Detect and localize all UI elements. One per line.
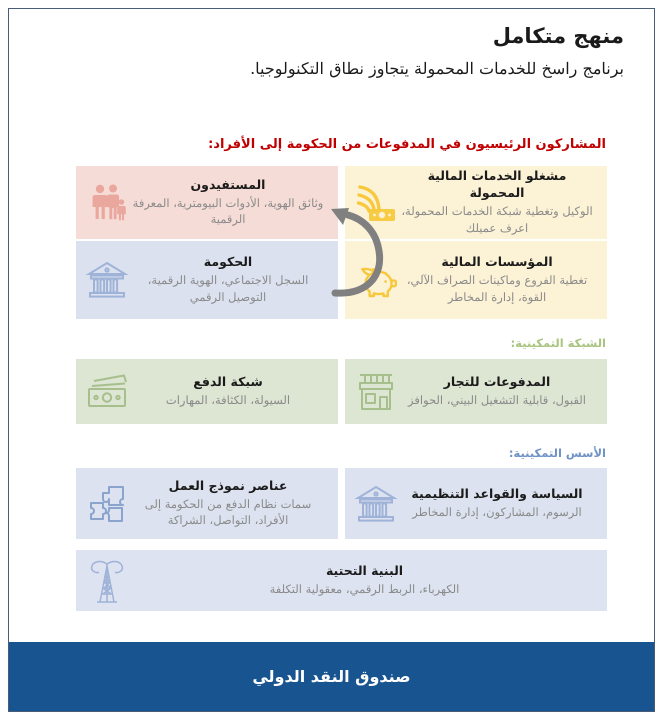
card-government-text bbox=[132, 254, 328, 305]
government-building-icon bbox=[353, 481, 399, 527]
family-icon bbox=[84, 180, 130, 226]
section-heading-enabling-foundations: الأسس التمكينية: bbox=[508, 446, 606, 460]
card-mobile-money-operators-title: مشغلو الخدمات المالية المحمولة bbox=[427, 168, 567, 201]
card-merchant-payments-text bbox=[401, 374, 597, 409]
card-beneficiaries-title: المستفيدون bbox=[190, 176, 266, 192]
card-infrastructure-title: البنية التحتية bbox=[325, 563, 404, 579]
card-policy-regulation-text bbox=[401, 486, 597, 521]
puzzle-pieces-icon bbox=[84, 481, 130, 527]
government-building-icon bbox=[84, 257, 130, 303]
card-merchant-payments-subtitle: القبول، قابلية التشغيل البيني، الحوافز bbox=[408, 393, 586, 408]
slide-header bbox=[39, 23, 624, 80]
imf-organization-label: صندوق النقد الدولي bbox=[252, 667, 411, 686]
card-business-model-title: عناصر نموذج العمل bbox=[168, 477, 288, 493]
card-payment-network-text bbox=[132, 374, 328, 409]
piggy-bank-icon bbox=[353, 257, 399, 303]
slide-canvas bbox=[8, 8, 655, 712]
imf-footer-banner bbox=[9, 642, 654, 711]
card-mobile-money-operators[interactable] bbox=[345, 166, 607, 239]
page-subtitle: برنامج راسخ للخدمات المحمولة يتجاوز نطاق التكنولوجيا. bbox=[250, 59, 624, 79]
card-financial-institutions-title: المؤسسات المالية bbox=[441, 254, 553, 270]
mobile-money-icon bbox=[353, 180, 399, 226]
card-payment-network-title: شبكة الدفع bbox=[193, 374, 263, 390]
card-payment-network-subtitle: السيولة، الكثافة، المهارات bbox=[165, 393, 291, 408]
banknotes-icon bbox=[84, 369, 130, 415]
card-beneficiaries-subtitle: وثائق الهوية، الأدوات البيومترية، المعرفة الرقمية bbox=[132, 195, 324, 227]
card-financial-institutions-text bbox=[401, 254, 597, 305]
page-title: منهج متكامل bbox=[492, 24, 624, 48]
card-business-model[interactable] bbox=[76, 468, 338, 539]
card-policy-regulation-subtitle: الرسوم، المشاركون، إدارة المخاطر bbox=[412, 505, 582, 520]
card-beneficiaries[interactable] bbox=[76, 166, 338, 239]
card-infrastructure-text bbox=[132, 563, 597, 598]
card-business-model-text bbox=[132, 478, 328, 529]
card-merchant-payments[interactable] bbox=[345, 359, 607, 424]
card-financial-institutions[interactable] bbox=[345, 241, 607, 319]
cell-tower-icon bbox=[84, 558, 130, 604]
section-heading-participants: المشاركون الرئيسيون في المدفوعات من الحكومة إلى الأفراد: bbox=[208, 137, 606, 152]
card-policy-regulation-title: السياسة والقواعد التنظيمية bbox=[411, 486, 583, 502]
card-government[interactable] bbox=[76, 241, 338, 319]
card-mobile-money-operators-text bbox=[401, 168, 597, 236]
card-payment-network[interactable] bbox=[76, 359, 338, 424]
card-infrastructure[interactable] bbox=[76, 550, 607, 611]
card-policy-regulation[interactable] bbox=[345, 468, 607, 539]
card-government-subtitle: السجل الاجتماعي، الهوية الرقمية، التوصيل الرقمي bbox=[147, 273, 309, 304]
storefront-icon bbox=[353, 369, 399, 415]
card-infrastructure-subtitle: الكهرباء، الربط الرقمي، معقولية التكلفة bbox=[269, 582, 460, 597]
card-merchant-payments-title: المدفوعات للتجار bbox=[443, 374, 551, 390]
card-government-title: الحكومة bbox=[203, 254, 253, 270]
card-mobile-money-operators-subtitle: الوكيل وتغطية شبكة الخدمات المحمولة، اعرف عميلك bbox=[401, 204, 593, 235]
card-beneficiaries-text bbox=[132, 177, 328, 228]
card-business-model-subtitle: سمات نظام الدفع من الحكومة إلى الأفراد، التواصل، الشراكة bbox=[144, 496, 312, 528]
card-financial-institutions-subtitle: تغطية الفروع وماكينات الصراف الآلي، القوة، إدارة المخاطر bbox=[406, 273, 588, 304]
section-heading-enabling-network: الشبكة التمكينية: bbox=[510, 336, 606, 350]
